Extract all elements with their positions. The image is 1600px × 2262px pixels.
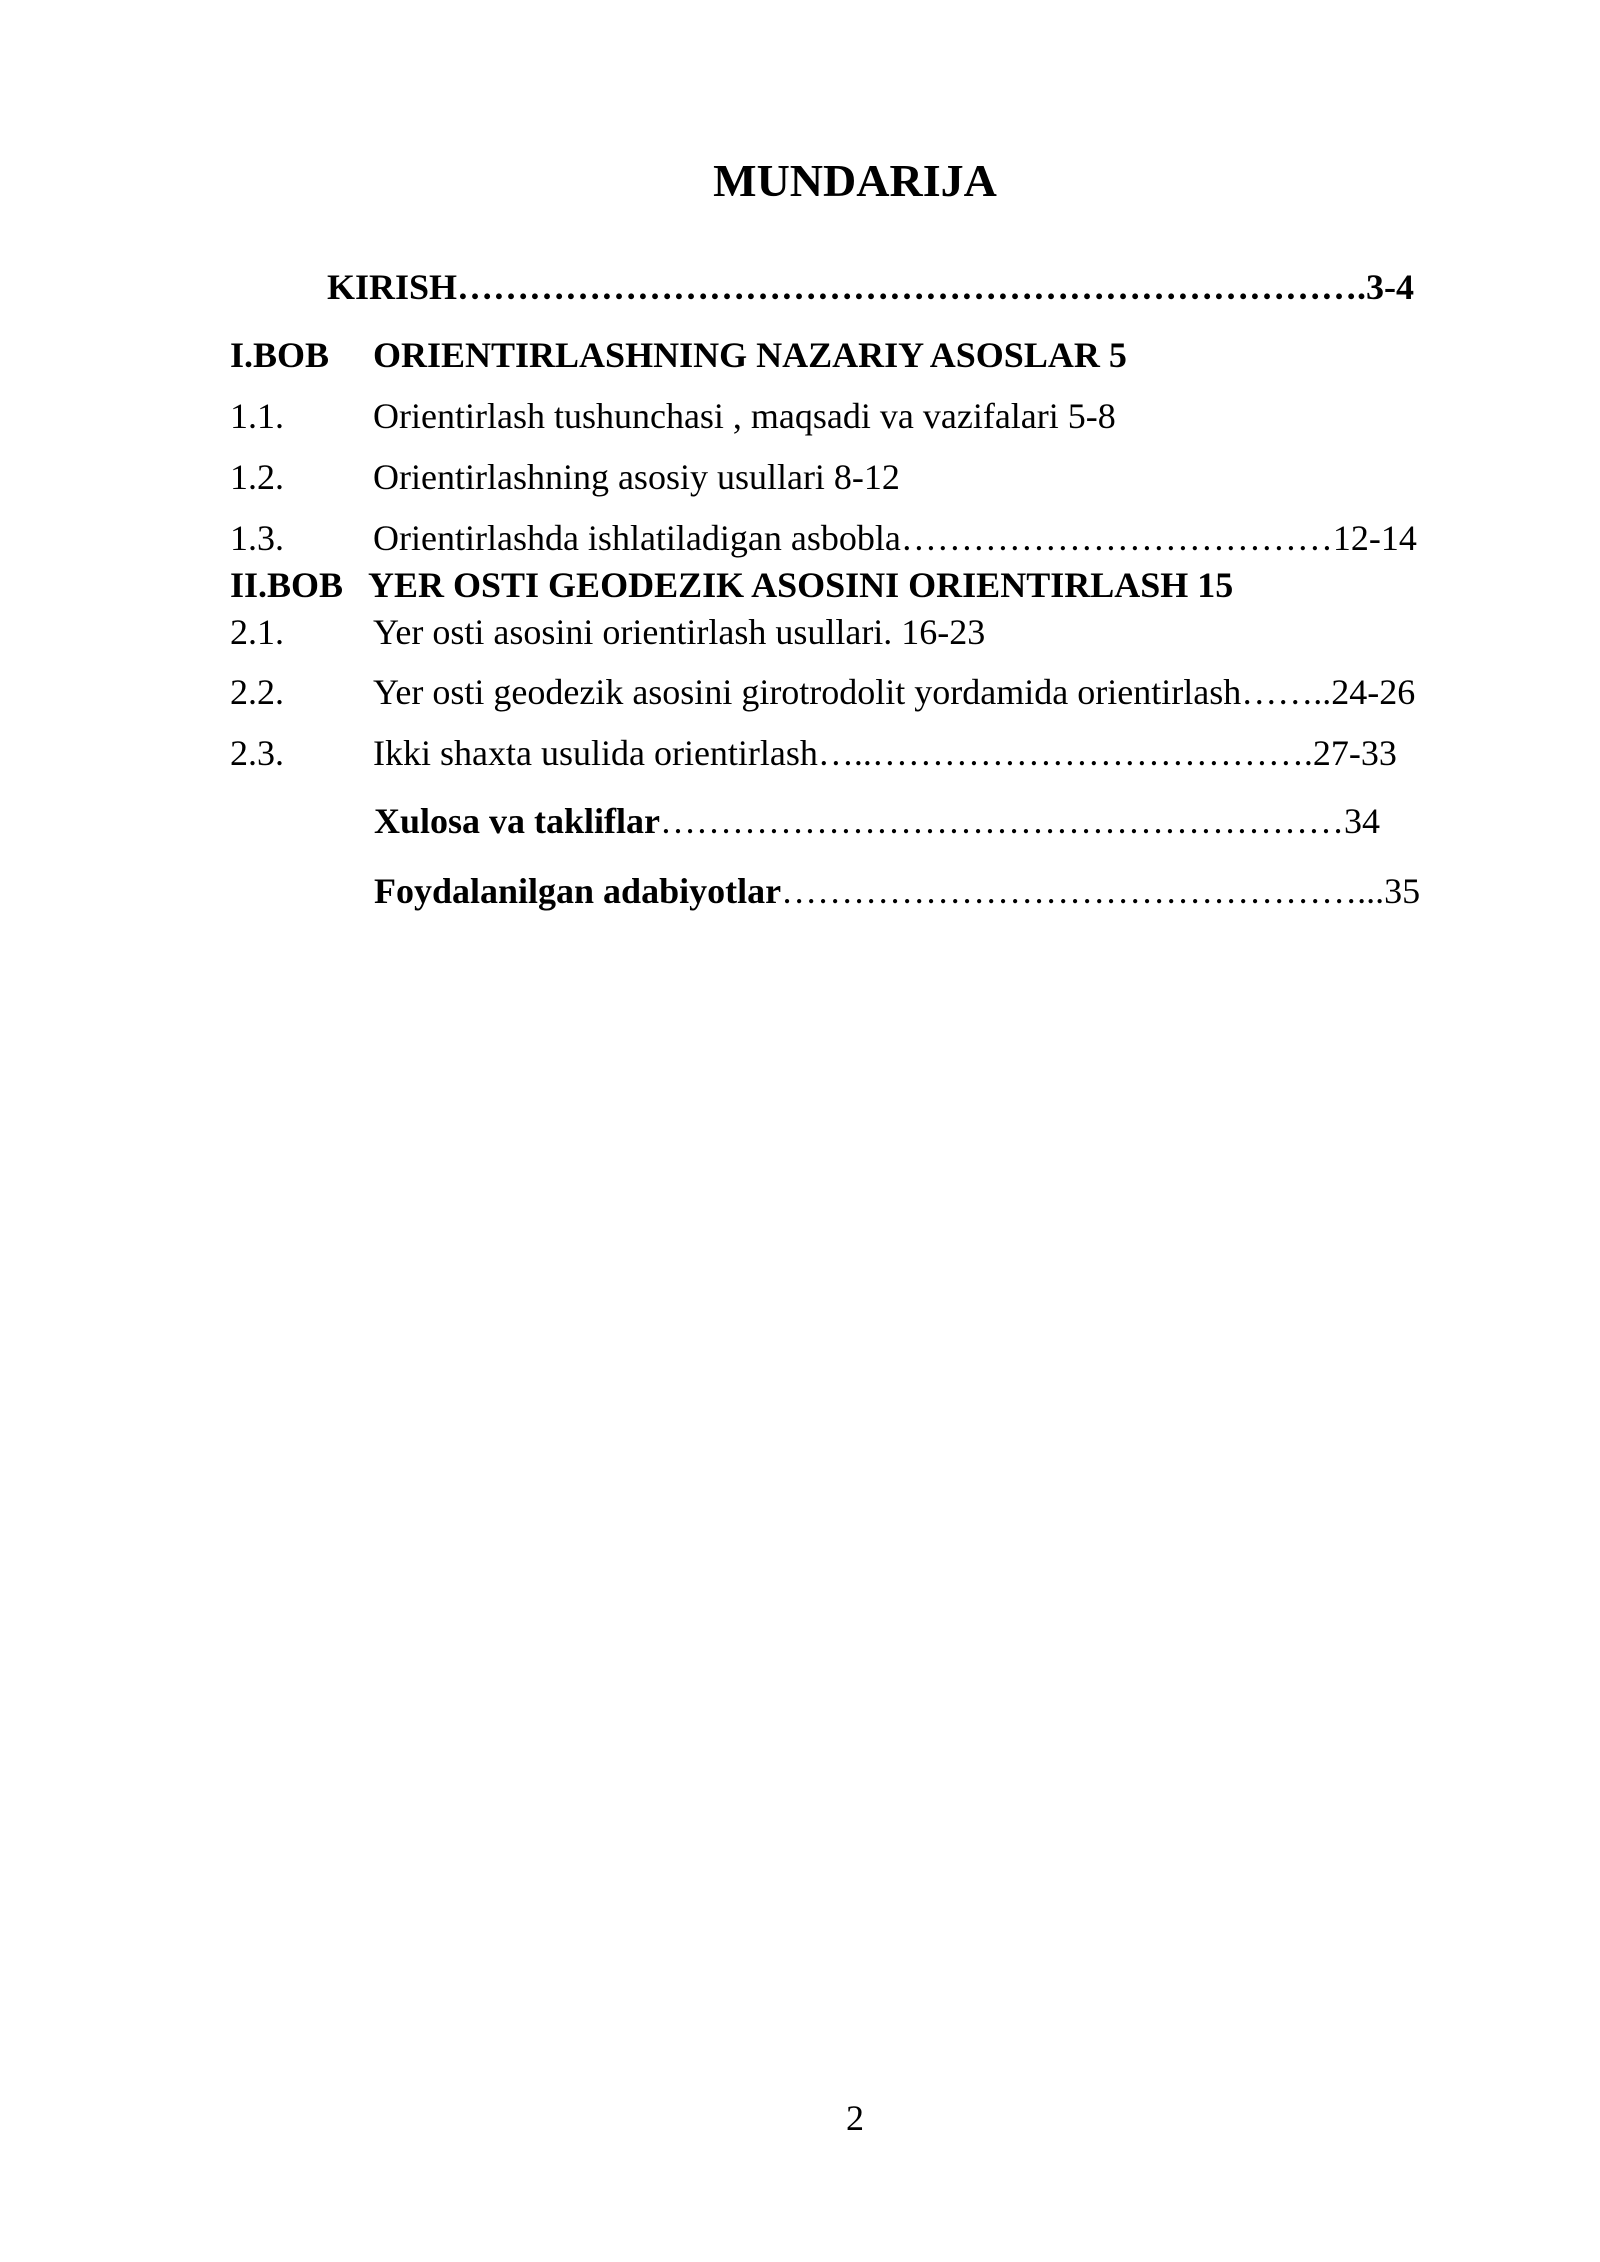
toc-entry-text: KIRISH………………………………………………………………….3-4 [327,267,1415,307]
toc-entry-text: Orientirlashning asosiy usullari 8-12 [373,457,900,497]
toc-entry-text: Yer osti geodezik asosini girotrodolit yordamida orientirlash……..24-26 [373,672,1416,712]
toc-entry-text: ORIENTIRLASHNING NAZARIY ASOSLAR 5 [373,335,1127,375]
toc-entry-number: 2.3. [230,733,284,773]
toc-entry-number: 1.2. [230,457,284,497]
toc-entry-number: 1.1. [230,396,284,436]
toc-entry-leader: …………………………………………...35 [781,871,1421,911]
toc-entry-number: 1.3. [230,518,284,558]
toc-entry-leader: …………………………………………………34 [660,801,1381,841]
toc-entry-text: Ikki shaxta usulida orientirlash…..……………………………….27-33 [373,733,1397,773]
toc-entry-text: Orientirlashda ishlatiladigan asbobla………………………………12-14 [373,518,1417,558]
toc-entry-text: Xulosa va takliflar [374,801,661,841]
toc-entry-text: Orientirlash tushunchasi , maqsadi va vazifalari 5-8 [373,396,1116,436]
page-number: 2 [846,2098,864,2138]
toc-entry-number: II.BOB [230,565,344,605]
page-title: MUNDARIJA [713,155,997,206]
toc-entry-number: 2.1. [230,612,284,652]
toc-entry-text: YER OSTI GEODEZIK ASOSINI ORIENTIRLASH 15 [368,565,1234,605]
toc-entry-text: Yer osti asosini orientirlash usullari. 16-23 [373,612,986,652]
toc-entry-text: Foydalanilgan adabiyotlar [374,871,782,911]
toc-entry-number: 2.2. [230,672,284,712]
toc-entry-kirish [327,265,1414,309]
toc-entry-references [374,869,1420,913]
toc-entry-number: I.BOB [230,335,330,375]
toc-entry-conclusion [374,799,1380,843]
